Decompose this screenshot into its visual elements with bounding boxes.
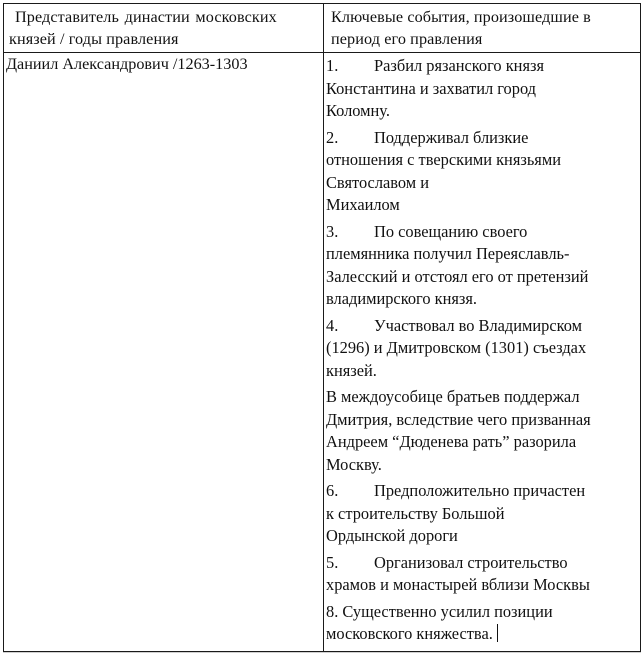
table-header-row: [4, 4, 640, 53]
event-line: племянника получил Переяславль-: [326, 244, 570, 263]
events-cell[interactable]: [326, 55, 636, 650]
event-line: Дмитрия, вследствие чего призванная: [326, 409, 591, 429]
event-number: 3.: [326, 221, 339, 241]
page-bottom-edge: [3, 652, 641, 653]
event-line: храмов и монастырей вблизи Москвы: [326, 575, 590, 594]
event-number: 1.: [326, 56, 339, 75]
event-line: Константина и захватил город: [326, 78, 537, 98]
event-line: Михаилом: [326, 195, 400, 214]
text-caret: [497, 624, 498, 642]
event-number: 5.: [326, 552, 339, 572]
event-line: Святославом и: [326, 172, 430, 192]
header-cell-dynasty: [9, 6, 321, 50]
prince-cell[interactable]: Даниил Александрович /1263-1303: [6, 55, 248, 73]
event-line: московского княжества.: [326, 624, 493, 643]
event-item: [326, 601, 636, 646]
event-item: [326, 127, 636, 217]
header-events-line2: период его правления: [331, 30, 483, 48]
event-line: владимирского князя.: [326, 289, 478, 308]
header-dynasty-line2: князей / годы правления: [9, 30, 179, 48]
event-item: [326, 386, 636, 476]
header-cell-events: [331, 6, 644, 50]
event-number: 8.: [326, 601, 339, 621]
event-line: Ордынской дороги: [326, 526, 458, 545]
event-item: [326, 480, 636, 548]
event-line: к строительству Большой: [326, 503, 505, 523]
event-item: [326, 315, 636, 383]
event-line: Существенно усилил позиции: [342, 601, 553, 621]
event-line: отношения с тверскими князьями: [326, 150, 561, 169]
event-number: 4.: [326, 315, 339, 335]
event-line: Поддерживал близкие: [374, 127, 529, 147]
event-number: 6.: [326, 481, 339, 500]
event-line: Участвовал во Владимирском: [374, 315, 583, 335]
event-line: князей.: [326, 360, 377, 380]
event-number: 2.: [326, 127, 339, 147]
event-line: Залесский и отстоял его от претензий: [326, 266, 589, 286]
column-divider: [323, 4, 324, 651]
event-line: Организовал строительство: [374, 552, 568, 572]
event-item: [326, 221, 636, 311]
event-line: (1296) и Дмитровском (1301) съездах: [326, 338, 587, 357]
event-line: Москву.: [326, 454, 382, 474]
event-line: Предположительно причастен: [374, 481, 586, 500]
header-events-line1: Ключевые события, произошедшие в: [331, 8, 591, 26]
event-line: Разбил рязанского князя: [374, 56, 545, 75]
event-item: [326, 552, 636, 597]
event-line: Коломну.: [326, 101, 390, 120]
event-item: [326, 55, 636, 123]
event-line: Андреем “Дюденева рать” разорила: [326, 432, 577, 451]
event-line: В междоусобице братьев поддержал: [326, 387, 580, 406]
header-dynasty-line1: Представитель династии московских: [15, 8, 277, 26]
event-line: По совещанию своего: [374, 221, 528, 241]
